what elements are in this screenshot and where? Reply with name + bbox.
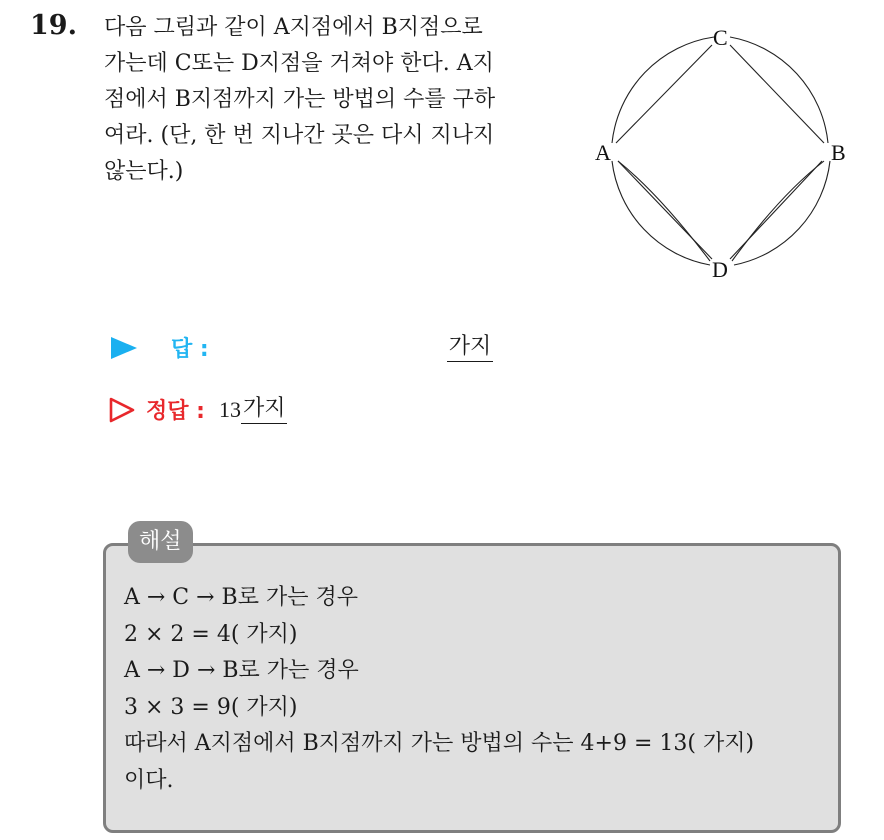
point-label-c: C xyxy=(713,25,728,50)
route-a-c-straight xyxy=(616,45,712,143)
point-label-b: B xyxy=(831,140,846,165)
explanation-line: 3 × 3 = 9( 가지) xyxy=(124,694,298,720)
point-label-d: D xyxy=(712,257,728,282)
route-d-b-outer xyxy=(734,161,830,265)
question-line: 여라. (단, 한 번 지나간 곳은 다시 지나지 xyxy=(104,123,495,148)
correct-answer-value: 13 xyxy=(218,396,241,422)
question-line: 않는다.) xyxy=(104,159,184,184)
route-a-d-outer xyxy=(612,161,710,265)
route-d-b-mid xyxy=(732,161,824,261)
question-line: 가는데 C또는 D지점을 거쳐야 한다. A지 xyxy=(104,51,494,76)
route-d-b-straight xyxy=(730,161,822,259)
correct-answer-row xyxy=(108,394,287,425)
point-label-a: A xyxy=(595,140,611,165)
route-c-b-outer xyxy=(730,37,828,143)
answer-label: 답 : xyxy=(171,337,209,362)
question-line: 점에서 B지점까지 가는 방법의 수를 구하 xyxy=(104,87,496,112)
explanation-text xyxy=(124,580,754,799)
question-line: 다음 그림과 같이 A지점에서 B지점으로 xyxy=(104,15,483,40)
route-c-b-straight xyxy=(730,45,824,143)
explanation-line: 이다. xyxy=(124,767,174,793)
question-text xyxy=(104,10,574,190)
question-number: 19. xyxy=(30,10,77,41)
explanation-line: A → D → B로 가는 경우 xyxy=(124,658,359,683)
explanation-tab: 해설 xyxy=(128,521,193,563)
correct-answer-unit: 가지 xyxy=(241,395,288,424)
correct-answer-label: 정답 : xyxy=(146,399,205,424)
route-a-c-outer xyxy=(612,37,714,143)
explanation-line: 따라서 A지점에서 B지점까지 가는 방법의 수는 4+9 = 13( 가지) xyxy=(124,731,755,756)
play-arrow-icon xyxy=(111,337,137,359)
route-diagram xyxy=(590,15,860,290)
route-a-d-straight xyxy=(618,161,712,259)
explanation-line: A → C → B로 가는 경우 xyxy=(124,585,358,610)
explanation-line: 2 × 2 = 4( 가지) xyxy=(124,621,298,647)
answer-unit: 가지 xyxy=(447,333,494,362)
answer-row xyxy=(108,332,493,363)
outline-arrow-icon xyxy=(108,396,136,424)
